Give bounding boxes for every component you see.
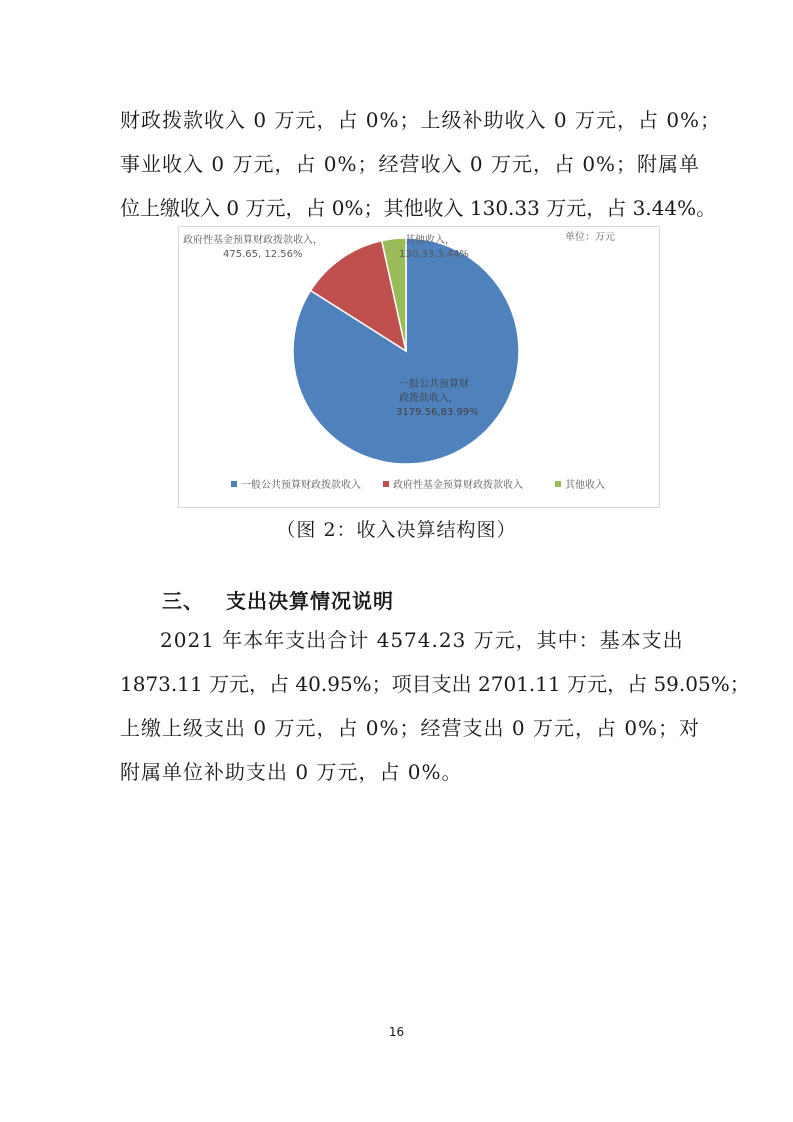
figure-caption: （图 2：收入决算结构图） xyxy=(276,519,517,541)
slice-label-gov-fund-value: 475.65, 12.56% xyxy=(223,249,303,260)
legend-swatch-other xyxy=(555,481,561,487)
expense-line-3: 上缴上级支出 0 万元，占 0%；经营支出 0 万元，占 0%；对 xyxy=(120,716,701,740)
section-title: 支出决算情况说明 xyxy=(226,589,394,613)
expense-line-4: 附属单位补助支出 0 万元，占 0%。 xyxy=(120,760,463,784)
legend-item-gov-fund: 政府性基金预算财政拨款收入 xyxy=(393,480,523,491)
income-line-2: 事业收入 0 万元，占 0%；经营收入 0 万元，占 0%；附属单 xyxy=(120,152,701,176)
slice-label-gov-fund-name: 政府性基金预算财政拨款收入， xyxy=(183,235,323,246)
slice-label-other-value: 130.33,3.44% xyxy=(399,249,469,260)
income-paragraph xyxy=(120,98,722,230)
slice-label-other-name: 其他收入， xyxy=(405,235,455,246)
unit-label: 单位：万元 xyxy=(565,232,615,243)
legend-swatch-general xyxy=(231,481,237,487)
page-number: 16 xyxy=(388,1025,405,1039)
expense-line-1: 2021 年本年支出合计 4574.23 万元，其中：基本支出 xyxy=(160,628,684,652)
legend-swatch-gov-fund xyxy=(383,481,389,487)
section-number: 三、 xyxy=(162,589,204,613)
section-heading xyxy=(162,585,394,614)
income-line-3: 位上缴收入 0 万元，占 0%；其他收入 130.33 万元，占 3.44%。 xyxy=(120,196,717,220)
expense-line-2: 1873.11 万元，占 40.95%；项目支出 2701.11 万元，占 59.05%； xyxy=(120,672,750,696)
income-pie-chart xyxy=(178,226,660,508)
slice-label-general-line1: 一般公共预算财 xyxy=(399,379,469,390)
expense-paragraph xyxy=(120,618,750,794)
slice-label-general-line3: 3179.56,83.99% xyxy=(396,407,479,418)
slice-label-general-line2: 政拨款收入， xyxy=(399,393,459,404)
income-line-1: 财政拨款收入 0 万元，占 0%；上级补助收入 0 万元，占 0%； xyxy=(120,108,722,132)
legend-item-other: 其他收入 xyxy=(565,480,605,491)
legend-item-general: 一般公共预算财政拨款收入 xyxy=(241,480,361,491)
pie-chart-canvas xyxy=(179,227,659,507)
